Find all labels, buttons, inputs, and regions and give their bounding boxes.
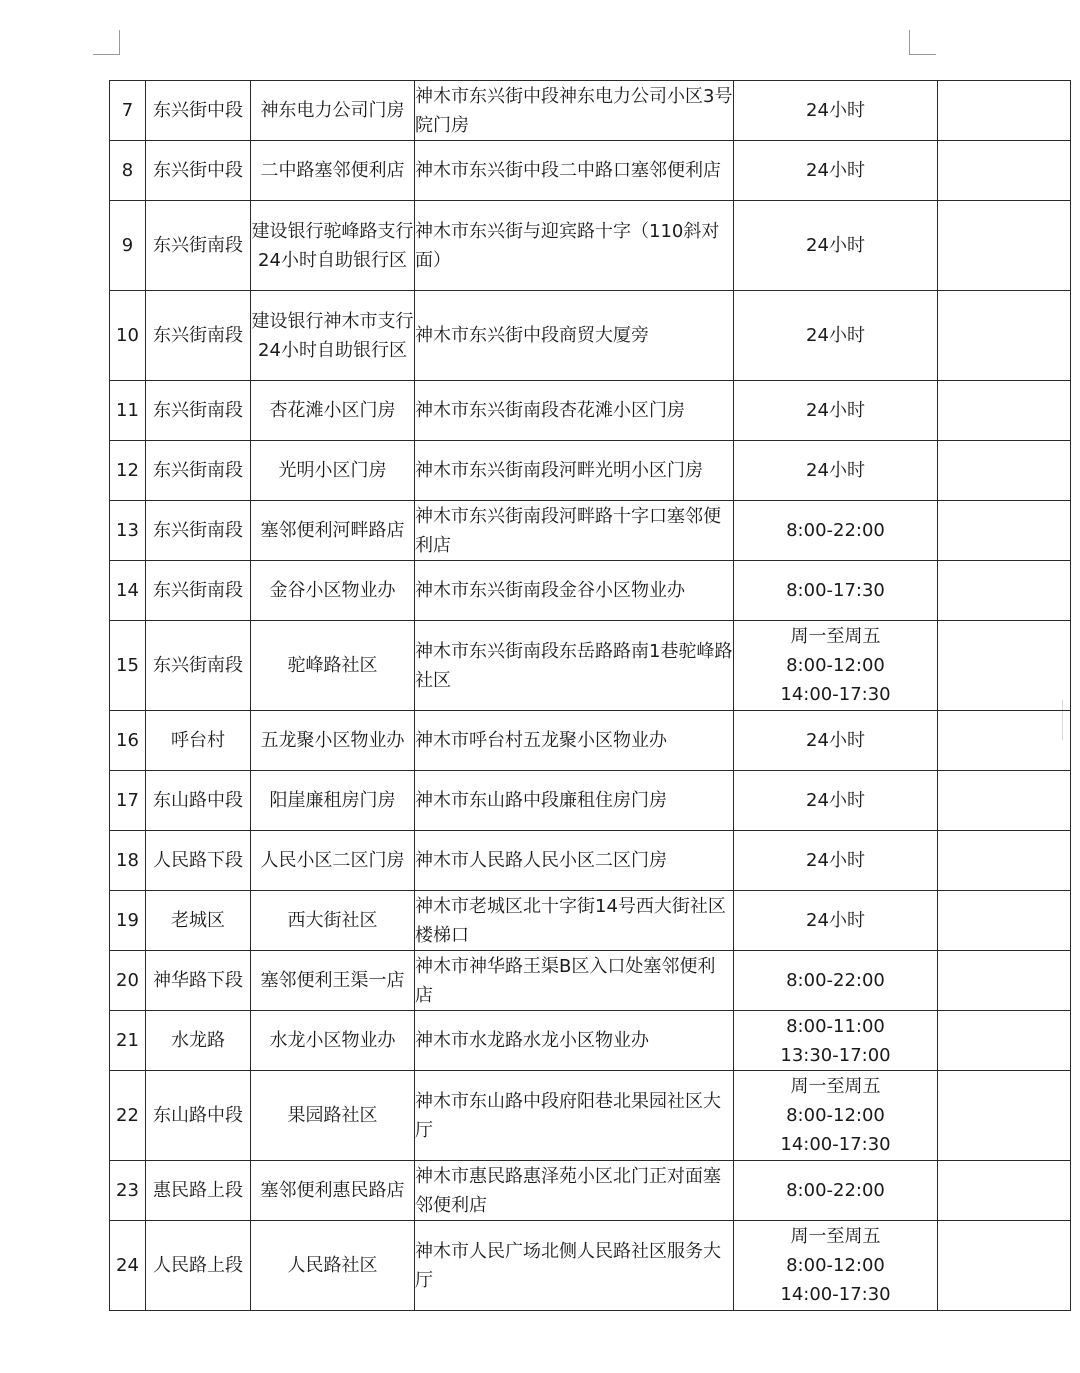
row-hours: [734, 381, 938, 441]
hours-line: 24小时: [806, 910, 865, 931]
table-row: [110, 561, 1071, 621]
row-area: 东兴街南段: [146, 621, 251, 711]
row-area: 神华路下段: [146, 951, 251, 1011]
table-row: [110, 81, 1071, 141]
row-place: 塞邻便利王渠一店: [251, 951, 415, 1011]
row-hours: [734, 561, 938, 621]
row-number: 21: [110, 1011, 146, 1071]
row-note: [938, 381, 1071, 441]
row-place: 光明小区门房: [251, 441, 415, 501]
row-hours: [734, 771, 938, 831]
hours-line: 24小时: [806, 100, 865, 121]
row-place: 二中路塞邻便利店: [251, 141, 415, 201]
row-hours: [734, 831, 938, 891]
row-address: 神木市东山路中段廉租住房门房: [415, 771, 734, 831]
row-address: 神木市东山路中段府阳巷北果园社区大厅: [415, 1071, 734, 1161]
row-number: 17: [110, 771, 146, 831]
row-number: 19: [110, 891, 146, 951]
row-address: 神木市东兴街南段金谷小区物业办: [415, 561, 734, 621]
row-place: 建设银行驼峰路支行24小时自助银行区: [251, 201, 415, 291]
row-hours: [734, 201, 938, 291]
hours-line: 8:00-12:00: [786, 1255, 885, 1276]
table-row: [110, 291, 1071, 381]
row-number: 8: [110, 141, 146, 201]
hours-line: 8:00-22:00: [786, 520, 885, 541]
hours-line: 8:00-11:00: [786, 1015, 885, 1037]
table-row: [110, 441, 1071, 501]
table-row: [110, 711, 1071, 771]
row-area: 东兴街南段: [146, 441, 251, 501]
table-row: [110, 621, 1071, 711]
hours-line: 13:30-17:00: [780, 1044, 891, 1066]
row-place: 五龙聚小区物业办: [251, 711, 415, 771]
hours-line: 24小时: [806, 730, 865, 751]
row-address: 神木市水龙路水龙小区物业办: [415, 1011, 734, 1071]
row-address: 神木市东兴街南段东岳路路南1巷驼峰路社区: [415, 621, 734, 711]
row-number: 14: [110, 561, 146, 621]
row-hours: [734, 441, 938, 501]
hours-line: 8:00-22:00: [786, 1180, 885, 1201]
row-area: 东兴街中段: [146, 141, 251, 201]
row-address: 神木市东兴街南段河畔光明小区门房: [415, 441, 734, 501]
table-row: [110, 951, 1071, 1011]
row-hours: [734, 1071, 938, 1161]
row-number: 24: [110, 1221, 146, 1311]
row-area: 东兴街南段: [146, 291, 251, 381]
hours-line: 8:00-12:00: [786, 1105, 885, 1126]
row-hours: [734, 501, 938, 561]
row-area: 东兴街中段: [146, 81, 251, 141]
table-row: [110, 141, 1071, 201]
row-note: [938, 831, 1071, 891]
table-row: [110, 891, 1071, 951]
row-note: [938, 891, 1071, 951]
row-hours: [734, 951, 938, 1011]
row-number: 7: [110, 81, 146, 141]
row-area: 惠民路上段: [146, 1161, 251, 1221]
row-area: 东兴街南段: [146, 501, 251, 561]
row-address: 神木市人民路人民小区二区门房: [415, 831, 734, 891]
row-area: 东山路中段: [146, 1071, 251, 1161]
row-hours: [734, 891, 938, 951]
row-note: [938, 501, 1071, 561]
table-row: [110, 201, 1071, 291]
row-address: 神木市惠民路惠泽苑小区北门正对面塞邻便利店: [415, 1161, 734, 1221]
row-number: 23: [110, 1161, 146, 1221]
row-area: 老城区: [146, 891, 251, 951]
row-note: [938, 441, 1071, 501]
row-note: [938, 1221, 1071, 1311]
row-area: 呼台村: [146, 711, 251, 771]
row-note: [938, 141, 1071, 201]
row-place: 人民路社区: [251, 1221, 415, 1311]
table-row: [110, 381, 1071, 441]
crop-mark-top-right: [909, 30, 936, 55]
row-place: 果园路社区: [251, 1071, 415, 1161]
row-address: 神木市人民广场北侧人民路社区服务大厅: [415, 1221, 734, 1311]
hours-line: 24小时: [806, 160, 865, 181]
row-area: 东山路中段: [146, 771, 251, 831]
row-note: [938, 951, 1071, 1011]
row-note: [938, 1161, 1071, 1221]
row-note: [938, 1011, 1071, 1071]
row-place: 金谷小区物业办: [251, 561, 415, 621]
hours-line: 8:00-12:00: [786, 655, 885, 676]
hours-line: 24小时: [806, 400, 865, 421]
hours-line: 周一至周五: [790, 626, 881, 647]
row-number: 18: [110, 831, 146, 891]
row-number: 22: [110, 1071, 146, 1161]
row-number: 20: [110, 951, 146, 1011]
row-note: [938, 1071, 1071, 1161]
hours-line: 24小时: [806, 325, 865, 346]
hours-line: 24小时: [806, 460, 865, 481]
row-area: 水龙路: [146, 1011, 251, 1071]
row-address: 神木市老城区北十字街14号西大街社区楼梯口: [415, 891, 734, 951]
row-hours: [734, 81, 938, 141]
row-address: 神木市东兴街南段杏花滩小区门房: [415, 381, 734, 441]
table-row: [110, 771, 1071, 831]
row-hours: [734, 1011, 938, 1071]
row-place: 驼峰路社区: [251, 621, 415, 711]
hours-line: 14:00-17:30: [780, 684, 891, 705]
row-note: [938, 771, 1071, 831]
row-place: 阳崖廉租房门房: [251, 771, 415, 831]
table-row: [110, 1221, 1071, 1311]
row-hours: [734, 1221, 938, 1311]
row-hours: [734, 291, 938, 381]
hours-line: 14:00-17:30: [780, 1134, 891, 1155]
row-place: 杏花滩小区门房: [251, 381, 415, 441]
hours-line: 24小时: [806, 790, 865, 811]
row-hours: [734, 141, 938, 201]
crop-mark-top-left: [93, 30, 120, 55]
row-note: [938, 621, 1071, 711]
table-row: [110, 1071, 1071, 1161]
row-place: 人民小区二区门房: [251, 831, 415, 891]
row-area: 人民路下段: [146, 831, 251, 891]
hours-line: 周一至周五: [790, 1076, 881, 1097]
row-number: 16: [110, 711, 146, 771]
row-place: 神东电力公司门房: [251, 81, 415, 141]
row-place: 塞邻便利惠民路店: [251, 1161, 415, 1221]
row-address: 神木市东兴街中段神东电力公司小区3号院门房: [415, 81, 734, 141]
row-number: 11: [110, 381, 146, 441]
table-row: [110, 1011, 1071, 1071]
row-address: 神木市神华路王渠B区入口处塞邻便利店: [415, 951, 734, 1011]
row-place: 西大街社区: [251, 891, 415, 951]
row-number: 15: [110, 621, 146, 711]
station-table: [109, 80, 1071, 1311]
row-hours: [734, 621, 938, 711]
row-hours: [734, 711, 938, 771]
row-address: 神木市东兴街与迎宾路十字（110斜对面）: [415, 201, 734, 291]
row-number: 13: [110, 501, 146, 561]
row-area: 人民路上段: [146, 1221, 251, 1311]
row-note: [938, 711, 1071, 771]
row-note: [938, 81, 1071, 141]
table-row: [110, 501, 1071, 561]
hours-line: 24小时: [806, 850, 865, 871]
row-note: [938, 561, 1071, 621]
row-number: 10: [110, 291, 146, 381]
row-address: 神木市东兴街南段河畔路十字口塞邻便利店: [415, 501, 734, 561]
row-hours: [734, 1161, 938, 1221]
table-row: [110, 831, 1071, 891]
hours-line: 8:00-22:00: [786, 970, 885, 991]
row-note: [938, 291, 1071, 381]
row-area: 东兴街南段: [146, 201, 251, 291]
row-area: 东兴街南段: [146, 561, 251, 621]
hours-line: 周一至周五: [790, 1226, 881, 1247]
row-number: 12: [110, 441, 146, 501]
row-address: 神木市呼台村五龙聚小区物业办: [415, 711, 734, 771]
row-note: [938, 201, 1071, 291]
hours-line: 8:00-17:30: [786, 580, 885, 601]
row-place: 建设银行神木市支行24小时自助银行区: [251, 291, 415, 381]
row-number: 9: [110, 201, 146, 291]
hours-line: 24小时: [806, 235, 865, 256]
row-address: 神木市东兴街中段商贸大厦旁: [415, 291, 734, 381]
hours-line: 14:00-17:30: [780, 1284, 891, 1305]
row-place: 水龙小区物业办: [251, 1011, 415, 1071]
table-row: [110, 1161, 1071, 1221]
station-table-body: [110, 81, 1071, 1311]
row-area: 东兴街南段: [146, 381, 251, 441]
row-address: 神木市东兴街中段二中路口塞邻便利店: [415, 141, 734, 201]
row-place: 塞邻便利河畔路店: [251, 501, 415, 561]
